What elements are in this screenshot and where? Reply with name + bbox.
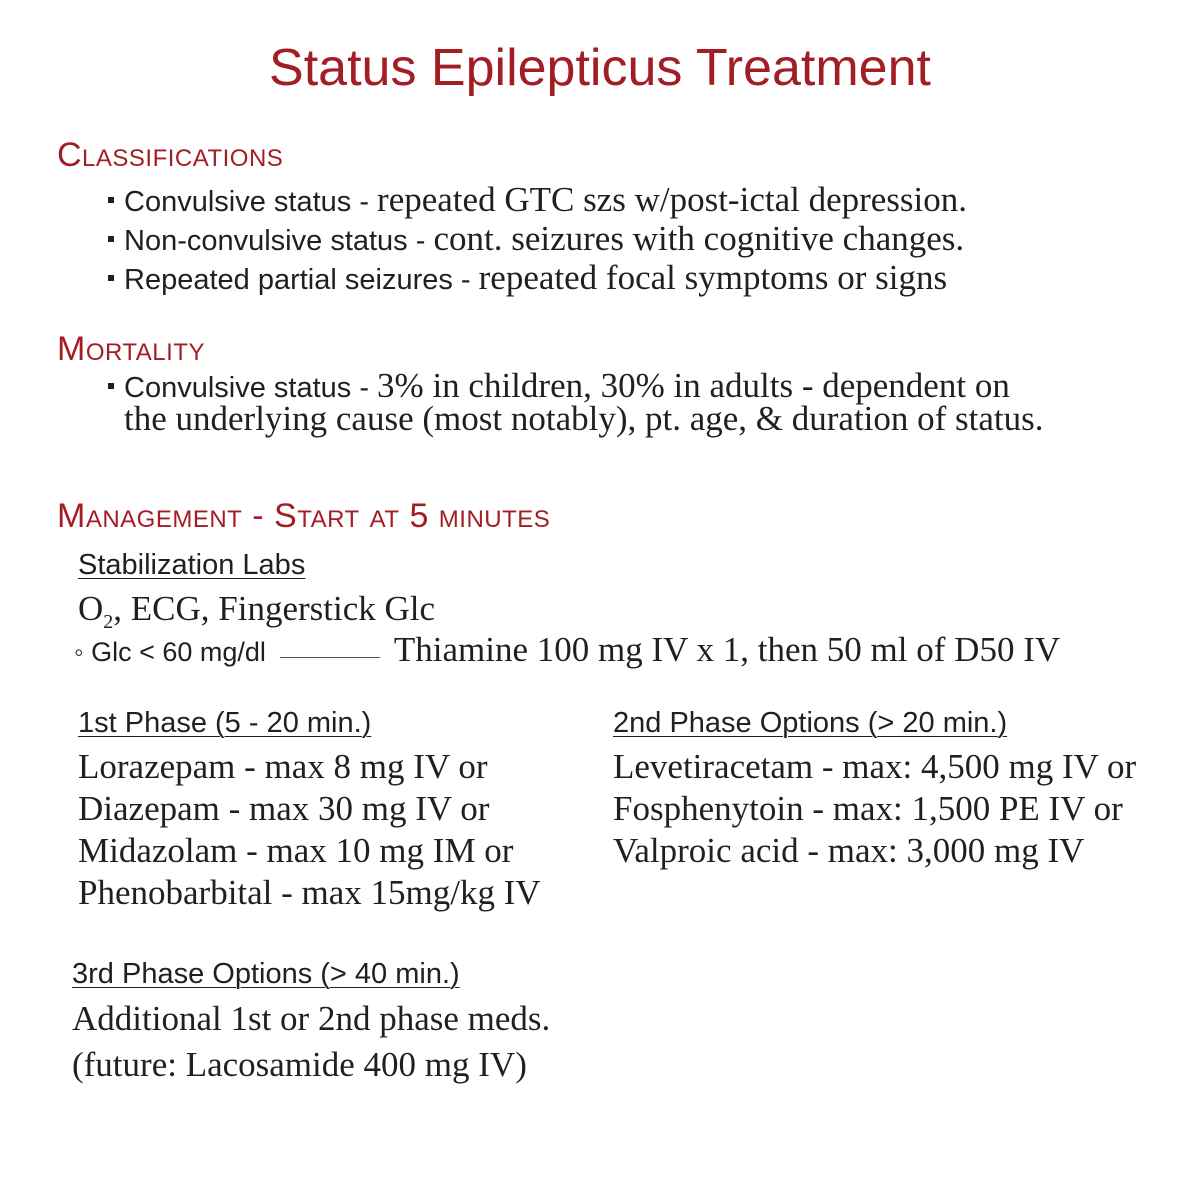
med-item: (future: Lacosamide 400 mg IV) [72, 1045, 527, 1084]
circle-bullet-icon: ◦ [74, 637, 92, 667]
med-item: Valproic acid - max: 3,000 mg IV [613, 831, 1085, 870]
list-item [108, 219, 964, 259]
item-desc: repeated focal symptoms or signs [478, 258, 948, 297]
glucose-rule [74, 630, 1060, 670]
med-item: Fosphenytoin - max: 1,500 PE IV or [613, 789, 1123, 828]
labs-text: , ECG, Fingerstick Glc [113, 589, 436, 628]
phase2-label: 2nd Phase Options (> 20 min.) [613, 707, 1008, 739]
item-desc: cont. seizures with cognitive changes. [433, 219, 965, 258]
subscript: 2 [103, 611, 114, 633]
list-item [108, 180, 967, 220]
glucose-condition: Glc < 60 mg/dl [91, 637, 266, 667]
bullet-icon [108, 236, 114, 242]
phase2-list [613, 746, 1136, 872]
item-desc: the underlying cause (most notably), pt. age, & duration of status. [124, 399, 1044, 438]
item-term: Non-convulsive status - [124, 225, 434, 257]
bullet-icon [108, 275, 114, 281]
connector-line [280, 657, 380, 658]
stabilization-label: Stabilization Labs [78, 549, 306, 581]
med-item: Phenobarbital - max 15mg/kg IV [78, 873, 541, 912]
management-heading: Management - Start at 5 minutes [57, 497, 551, 535]
list-item-continuation [124, 399, 1044, 439]
mortality-heading: Mortality [57, 330, 205, 368]
phase3-label: 3rd Phase Options (> 40 min.) [72, 958, 460, 990]
glucose-action: Thiamine 100 mg IV x 1, then 50 ml of D50 IV [393, 630, 1061, 669]
med-item: Additional 1st or 2nd phase meds. [72, 999, 551, 1038]
med-item: Midazolam - max 10 mg IM or [78, 831, 514, 870]
o2-text: O [78, 589, 104, 628]
phase3-list [72, 996, 550, 1088]
item-desc: repeated GTC szs w/post-ictal depression. [377, 180, 968, 219]
page-title: Status Epilepticus Treatment [269, 39, 931, 97]
list-item [108, 258, 947, 298]
phase1-list [78, 746, 541, 914]
item-term: Convulsive status - [124, 186, 378, 218]
classifications-heading: Classifications [57, 136, 284, 174]
med-item: Levetiracetam - max: 4,500 mg IV or [613, 747, 1137, 786]
bullet-icon [108, 197, 114, 203]
med-item: Lorazepam - max 8 mg IV or [78, 747, 488, 786]
phase1-label: 1st Phase (5 - 20 min.) [78, 707, 372, 739]
item-term: Repeated partial seizures - [124, 264, 479, 296]
bullet-icon [108, 383, 114, 389]
item-term: Convulsive status - [124, 372, 378, 404]
med-item: Diazepam - max 30 mg IV or [78, 789, 490, 828]
item-desc: 3% in children, 30% in adults - dependent on [377, 366, 1010, 405]
